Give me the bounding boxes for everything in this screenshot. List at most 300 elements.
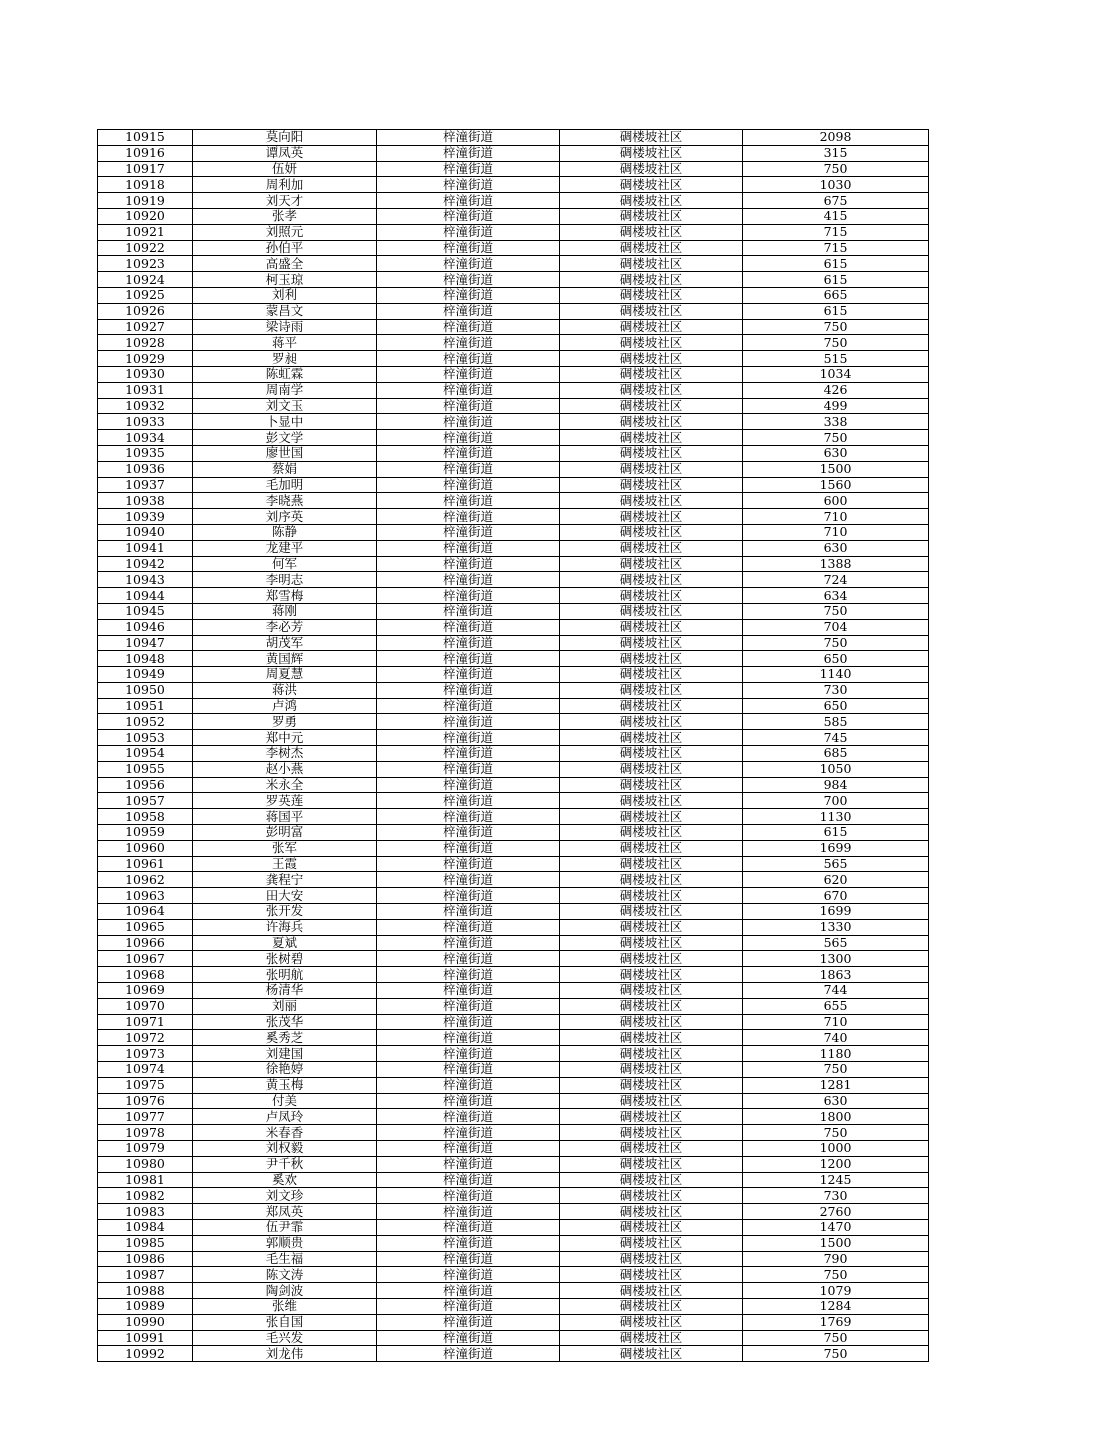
name-cell: 刘丽	[193, 998, 377, 1014]
subdistrict-cell: 梓潼街道	[377, 509, 560, 525]
community-cell: 碉楼坡社区	[560, 1030, 743, 1046]
amount-cell: 1500	[743, 461, 929, 477]
serial-number-cell: 10945	[98, 603, 193, 619]
serial-number-cell: 10981	[98, 1172, 193, 1188]
subdistrict-cell: 梓潼街道	[377, 730, 560, 746]
name-cell: 王霞	[193, 856, 377, 872]
serial-number-cell: 10943	[98, 572, 193, 588]
subdistrict-cell: 梓潼街道	[377, 856, 560, 872]
name-cell: 罗勇	[193, 714, 377, 730]
serial-number-cell: 10931	[98, 382, 193, 398]
name-cell: 毛生福	[193, 1251, 377, 1267]
subdistrict-cell: 梓潼街道	[377, 603, 560, 619]
subdistrict-cell: 梓潼街道	[377, 366, 560, 382]
community-cell: 碉楼坡社区	[560, 193, 743, 209]
amount-cell: 750	[743, 319, 929, 335]
table-row	[98, 983, 929, 999]
subdistrict-cell: 梓潼街道	[377, 588, 560, 604]
name-cell: 郑雪梅	[193, 588, 377, 604]
subdistrict-cell: 梓潼街道	[377, 1077, 560, 1093]
serial-number-cell: 10938	[98, 493, 193, 509]
serial-number-cell: 10960	[98, 840, 193, 856]
table-row	[98, 619, 929, 635]
community-cell: 碉楼坡社区	[560, 872, 743, 888]
serial-number-cell: 10978	[98, 1125, 193, 1141]
table-row	[98, 1204, 929, 1220]
subdistrict-cell: 梓潼街道	[377, 319, 560, 335]
subdistrict-cell: 梓潼街道	[377, 651, 560, 667]
amount-cell: 1050	[743, 761, 929, 777]
serial-number-cell: 10956	[98, 777, 193, 793]
table-row	[98, 1030, 929, 1046]
amount-cell: 1079	[743, 1283, 929, 1299]
table-row	[98, 904, 929, 920]
subdistrict-cell: 梓潼街道	[377, 777, 560, 793]
serial-number-cell: 10963	[98, 888, 193, 904]
community-cell: 碉楼坡社区	[560, 1219, 743, 1235]
subdistrict-cell: 梓潼街道	[377, 840, 560, 856]
community-cell: 碉楼坡社区	[560, 588, 743, 604]
serial-number-cell: 10967	[98, 951, 193, 967]
serial-number-cell: 10959	[98, 825, 193, 841]
table-row	[98, 540, 929, 556]
serial-number-cell: 10976	[98, 1093, 193, 1109]
amount-cell: 750	[743, 1267, 929, 1283]
name-cell: 陈虹霖	[193, 366, 377, 382]
community-cell: 碉楼坡社区	[560, 1141, 743, 1157]
amount-cell: 426	[743, 382, 929, 398]
name-cell: 刘序英	[193, 509, 377, 525]
community-cell: 碉楼坡社区	[560, 461, 743, 477]
serial-number-cell: 10944	[98, 588, 193, 604]
table-row	[98, 477, 929, 493]
subdistrict-cell: 梓潼街道	[377, 161, 560, 177]
table-row	[98, 825, 929, 841]
subdistrict-cell: 梓潼街道	[377, 1062, 560, 1078]
amount-cell: 1300	[743, 951, 929, 967]
amount-cell: 630	[743, 1093, 929, 1109]
amount-cell: 710	[743, 524, 929, 540]
amount-cell: 1281	[743, 1077, 929, 1093]
table-row	[98, 161, 929, 177]
amount-cell: 650	[743, 698, 929, 714]
subdistrict-cell: 梓潼街道	[377, 1172, 560, 1188]
name-cell: 高盛全	[193, 256, 377, 272]
subdistrict-cell: 梓潼街道	[377, 682, 560, 698]
table-row	[98, 572, 929, 588]
amount-cell: 1388	[743, 556, 929, 572]
community-cell: 碉楼坡社区	[560, 287, 743, 303]
subdistrict-cell: 梓潼街道	[377, 272, 560, 288]
name-cell: 许海兵	[193, 919, 377, 935]
serial-number-cell: 10933	[98, 414, 193, 430]
serial-number-cell: 10953	[98, 730, 193, 746]
table-row	[98, 888, 929, 904]
name-cell: 刘照元	[193, 224, 377, 240]
community-cell: 碉楼坡社区	[560, 667, 743, 683]
amount-cell: 1284	[743, 1298, 929, 1314]
name-cell: 田大安	[193, 888, 377, 904]
amount-cell: 1030	[743, 177, 929, 193]
amount-cell: 1180	[743, 1046, 929, 1062]
name-cell: 柯玉琼	[193, 272, 377, 288]
subdistrict-cell: 梓潼街道	[377, 872, 560, 888]
serial-number-cell: 10969	[98, 983, 193, 999]
community-cell: 碉楼坡社区	[560, 1077, 743, 1093]
subdistrict-cell: 梓潼街道	[377, 540, 560, 556]
table-row	[98, 967, 929, 983]
name-cell: 龚程宁	[193, 872, 377, 888]
community-cell: 碉楼坡社区	[560, 208, 743, 224]
community-cell: 碉楼坡社区	[560, 477, 743, 493]
serial-number-cell: 10939	[98, 509, 193, 525]
community-cell: 碉楼坡社区	[560, 603, 743, 619]
serial-number-cell: 10941	[98, 540, 193, 556]
serial-number-cell: 10952	[98, 714, 193, 730]
amount-cell: 2760	[743, 1204, 929, 1220]
table-row	[98, 1298, 929, 1314]
name-cell: 付美	[193, 1093, 377, 1109]
subdistrict-cell: 梓潼街道	[377, 556, 560, 572]
amount-cell: 1699	[743, 904, 929, 920]
roster-table	[97, 129, 929, 1362]
serial-number-cell: 10979	[98, 1141, 193, 1157]
table-row	[98, 1156, 929, 1172]
table-row	[98, 714, 929, 730]
table-row	[98, 1141, 929, 1157]
amount-cell: 685	[743, 746, 929, 762]
subdistrict-cell: 梓潼街道	[377, 1298, 560, 1314]
table-row	[98, 445, 929, 461]
serial-number-cell: 10925	[98, 287, 193, 303]
name-cell: 毛兴发	[193, 1330, 377, 1346]
name-cell: 夏斌	[193, 935, 377, 951]
amount-cell: 515	[743, 351, 929, 367]
subdistrict-cell: 梓潼街道	[377, 1346, 560, 1362]
subdistrict-cell: 梓潼街道	[377, 445, 560, 461]
amount-cell: 750	[743, 1125, 929, 1141]
community-cell: 碉楼坡社区	[560, 445, 743, 461]
community-cell: 碉楼坡社区	[560, 793, 743, 809]
name-cell: 张茂华	[193, 1014, 377, 1030]
name-cell: 米永全	[193, 777, 377, 793]
community-cell: 碉楼坡社区	[560, 556, 743, 572]
table-row	[98, 430, 929, 446]
name-cell: 张维	[193, 1298, 377, 1314]
subdistrict-cell: 梓潼街道	[377, 493, 560, 509]
table-row	[98, 366, 929, 382]
table-row	[98, 130, 929, 146]
name-cell: 张开发	[193, 904, 377, 920]
serial-number-cell: 10962	[98, 872, 193, 888]
name-cell: 周利加	[193, 177, 377, 193]
serial-number-cell: 10921	[98, 224, 193, 240]
table-row	[98, 667, 929, 683]
name-cell: 奚欢	[193, 1172, 377, 1188]
amount-cell: 565	[743, 935, 929, 951]
name-cell: 彭文学	[193, 430, 377, 446]
table-row	[98, 1346, 929, 1362]
amount-cell: 615	[743, 272, 929, 288]
amount-cell: 724	[743, 572, 929, 588]
table-row	[98, 635, 929, 651]
amount-cell: 620	[743, 872, 929, 888]
serial-number-cell: 10980	[98, 1156, 193, 1172]
subdistrict-cell: 梓潼街道	[377, 1125, 560, 1141]
serial-number-cell: 10961	[98, 856, 193, 872]
amount-cell: 750	[743, 335, 929, 351]
community-cell: 碉楼坡社区	[560, 256, 743, 272]
table-row	[98, 414, 929, 430]
subdistrict-cell: 梓潼街道	[377, 572, 560, 588]
table-row	[98, 1014, 929, 1030]
serial-number-cell: 10990	[98, 1314, 193, 1330]
subdistrict-cell: 梓潼街道	[377, 1141, 560, 1157]
serial-number-cell: 10927	[98, 319, 193, 335]
serial-number-cell: 10982	[98, 1188, 193, 1204]
amount-cell: 565	[743, 856, 929, 872]
serial-number-cell: 10983	[98, 1204, 193, 1220]
subdistrict-cell: 梓潼街道	[377, 1093, 560, 1109]
table-row	[98, 240, 929, 256]
name-cell: 周南学	[193, 382, 377, 398]
table-row	[98, 777, 929, 793]
table-row	[98, 351, 929, 367]
subdistrict-cell: 梓潼街道	[377, 1267, 560, 1283]
amount-cell: 750	[743, 1062, 929, 1078]
community-cell: 碉楼坡社区	[560, 272, 743, 288]
serial-number-cell: 10966	[98, 935, 193, 951]
community-cell: 碉楼坡社区	[560, 1235, 743, 1251]
community-cell: 碉楼坡社区	[560, 1156, 743, 1172]
community-cell: 碉楼坡社区	[560, 1109, 743, 1125]
serial-number-cell: 10971	[98, 1014, 193, 1030]
amount-cell: 1245	[743, 1172, 929, 1188]
name-cell: 刘文玉	[193, 398, 377, 414]
community-cell: 碉楼坡社区	[560, 1125, 743, 1141]
table-row	[98, 761, 929, 777]
amount-cell: 715	[743, 224, 929, 240]
subdistrict-cell: 梓潼街道	[377, 998, 560, 1014]
subdistrict-cell: 梓潼街道	[377, 793, 560, 809]
amount-cell: 630	[743, 445, 929, 461]
name-cell: 罗昶	[193, 351, 377, 367]
serial-number-cell: 10984	[98, 1219, 193, 1235]
serial-number-cell: 10920	[98, 208, 193, 224]
subdistrict-cell: 梓潼街道	[377, 698, 560, 714]
name-cell: 梁诗雨	[193, 319, 377, 335]
subdistrict-cell: 梓潼街道	[377, 398, 560, 414]
community-cell: 碉楼坡社区	[560, 509, 743, 525]
amount-cell: 745	[743, 730, 929, 746]
table-row	[98, 303, 929, 319]
serial-number-cell: 10957	[98, 793, 193, 809]
name-cell: 陶剑波	[193, 1283, 377, 1299]
table-row	[98, 556, 929, 572]
community-cell: 碉楼坡社区	[560, 777, 743, 793]
community-cell: 碉楼坡社区	[560, 414, 743, 430]
table-row	[98, 998, 929, 1014]
name-cell: 黄玉梅	[193, 1077, 377, 1093]
amount-cell: 634	[743, 588, 929, 604]
name-cell: 米春香	[193, 1125, 377, 1141]
community-cell: 碉楼坡社区	[560, 572, 743, 588]
community-cell: 碉楼坡社区	[560, 825, 743, 841]
community-cell: 碉楼坡社区	[560, 935, 743, 951]
name-cell: 张自国	[193, 1314, 377, 1330]
community-cell: 碉楼坡社区	[560, 840, 743, 856]
community-cell: 碉楼坡社区	[560, 698, 743, 714]
table-row	[98, 1046, 929, 1062]
name-cell: 蔡娟	[193, 461, 377, 477]
serial-number-cell: 10991	[98, 1330, 193, 1346]
table-row	[98, 382, 929, 398]
table-row	[98, 682, 929, 698]
community-cell: 碉楼坡社区	[560, 998, 743, 1014]
serial-number-cell: 10949	[98, 667, 193, 683]
community-cell: 碉楼坡社区	[560, 319, 743, 335]
serial-number-cell: 10989	[98, 1298, 193, 1314]
community-cell: 碉楼坡社区	[560, 1314, 743, 1330]
subdistrict-cell: 梓潼街道	[377, 1188, 560, 1204]
serial-number-cell: 10919	[98, 193, 193, 209]
community-cell: 碉楼坡社区	[560, 161, 743, 177]
name-cell: 卢鸿	[193, 698, 377, 714]
subdistrict-cell: 梓潼街道	[377, 287, 560, 303]
serial-number-cell: 10946	[98, 619, 193, 635]
subdistrict-cell: 梓潼街道	[377, 1330, 560, 1346]
community-cell: 碉楼坡社区	[560, 177, 743, 193]
name-cell: 龙建平	[193, 540, 377, 556]
subdistrict-cell: 梓潼街道	[377, 477, 560, 493]
serial-number-cell: 10958	[98, 809, 193, 825]
serial-number-cell: 10928	[98, 335, 193, 351]
table-row	[98, 951, 929, 967]
serial-number-cell: 10930	[98, 366, 193, 382]
name-cell: 伍尹霏	[193, 1219, 377, 1235]
subdistrict-cell: 梓潼街道	[377, 240, 560, 256]
amount-cell: 1330	[743, 919, 929, 935]
subdistrict-cell: 梓潼街道	[377, 1046, 560, 1062]
community-cell: 碉楼坡社区	[560, 398, 743, 414]
table-row	[98, 840, 929, 856]
name-cell: 蒋洪	[193, 682, 377, 698]
community-cell: 碉楼坡社区	[560, 1251, 743, 1267]
subdistrict-cell: 梓潼街道	[377, 809, 560, 825]
serial-number-cell: 10987	[98, 1267, 193, 1283]
serial-number-cell: 10940	[98, 524, 193, 540]
community-cell: 碉楼坡社区	[560, 224, 743, 240]
community-cell: 碉楼坡社区	[560, 524, 743, 540]
table-row	[98, 1188, 929, 1204]
serial-number-cell: 10977	[98, 1109, 193, 1125]
subdistrict-cell: 梓潼街道	[377, 208, 560, 224]
table-row	[98, 461, 929, 477]
name-cell: 伍妍	[193, 161, 377, 177]
table-row	[98, 287, 929, 303]
table-row	[98, 493, 929, 509]
amount-cell: 499	[743, 398, 929, 414]
serial-number-cell: 10916	[98, 145, 193, 161]
serial-number-cell: 10923	[98, 256, 193, 272]
table-row	[98, 1172, 929, 1188]
amount-cell: 1800	[743, 1109, 929, 1125]
community-cell: 碉楼坡社区	[560, 1172, 743, 1188]
table-row	[98, 145, 929, 161]
table-row	[98, 335, 929, 351]
amount-cell: 675	[743, 193, 929, 209]
table-row	[98, 1077, 929, 1093]
subdistrict-cell: 梓潼街道	[377, 983, 560, 999]
serial-number-cell: 10965	[98, 919, 193, 935]
amount-cell: 744	[743, 983, 929, 999]
table-row	[98, 588, 929, 604]
subdistrict-cell: 梓潼街道	[377, 1030, 560, 1046]
table-row	[98, 224, 929, 240]
community-cell: 碉楼坡社区	[560, 335, 743, 351]
amount-cell: 730	[743, 682, 929, 698]
table-row	[98, 1330, 929, 1346]
subdistrict-cell: 梓潼街道	[377, 130, 560, 146]
community-cell: 碉楼坡社区	[560, 809, 743, 825]
table-row	[98, 919, 929, 935]
amount-cell: 2098	[743, 130, 929, 146]
amount-cell: 1500	[743, 1235, 929, 1251]
serial-number-cell: 10926	[98, 303, 193, 319]
amount-cell: 415	[743, 208, 929, 224]
table-row	[98, 809, 929, 825]
roster-table-body	[98, 130, 929, 1362]
subdistrict-cell: 梓潼街道	[377, 224, 560, 240]
table-row	[98, 746, 929, 762]
community-cell: 碉楼坡社区	[560, 1014, 743, 1030]
community-cell: 碉楼坡社区	[560, 967, 743, 983]
amount-cell: 1200	[743, 1156, 929, 1172]
serial-number-cell: 10947	[98, 635, 193, 651]
subdistrict-cell: 梓潼街道	[377, 335, 560, 351]
community-cell: 碉楼坡社区	[560, 856, 743, 872]
serial-number-cell: 10972	[98, 1030, 193, 1046]
serial-number-cell: 10917	[98, 161, 193, 177]
name-cell: 彭明富	[193, 825, 377, 841]
subdistrict-cell: 梓潼街道	[377, 935, 560, 951]
amount-cell: 655	[743, 998, 929, 1014]
subdistrict-cell: 梓潼街道	[377, 825, 560, 841]
community-cell: 碉楼坡社区	[560, 430, 743, 446]
subdistrict-cell: 梓潼街道	[377, 888, 560, 904]
amount-cell: 665	[743, 287, 929, 303]
community-cell: 碉楼坡社区	[560, 240, 743, 256]
table-row	[98, 193, 929, 209]
serial-number-cell: 10975	[98, 1077, 193, 1093]
table-row	[98, 793, 929, 809]
name-cell: 郑凤英	[193, 1204, 377, 1220]
subdistrict-cell: 梓潼街道	[377, 1314, 560, 1330]
community-cell: 碉楼坡社区	[560, 1330, 743, 1346]
subdistrict-cell: 梓潼街道	[377, 746, 560, 762]
amount-cell: 315	[743, 145, 929, 161]
name-cell: 李树杰	[193, 746, 377, 762]
amount-cell: 750	[743, 1330, 929, 1346]
table-row	[98, 1109, 929, 1125]
subdistrict-cell: 梓潼街道	[377, 461, 560, 477]
amount-cell: 1140	[743, 667, 929, 683]
amount-cell: 1130	[743, 809, 929, 825]
amount-cell: 585	[743, 714, 929, 730]
community-cell: 碉楼坡社区	[560, 1346, 743, 1362]
name-cell: 蒋刚	[193, 603, 377, 619]
community-cell: 碉楼坡社区	[560, 919, 743, 935]
